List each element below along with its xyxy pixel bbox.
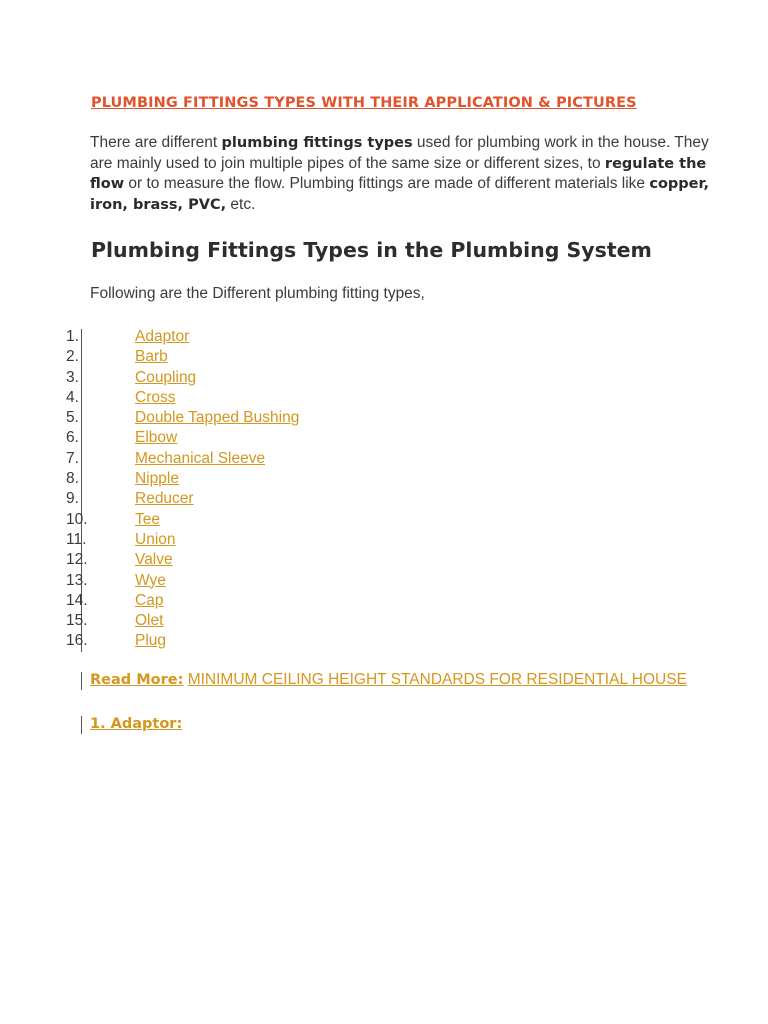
list-item	[0, 388, 400, 408]
list-intro: Following are the Different plumbing fitting types,	[90, 285, 425, 302]
read-more-block	[90, 671, 687, 689]
list-item-number: 12.	[66, 551, 88, 569]
list-item-number: 3.	[66, 368, 79, 386]
list-item	[0, 611, 400, 631]
section-heading: Plumbing Fittings Types in the Plumbing System	[91, 238, 652, 262]
fitting-link-plug[interactable]: Plug	[135, 632, 167, 650]
list-item-number: 2.	[66, 348, 79, 366]
intro-bold-materials: copper, iron, brass, PVC,	[90, 176, 710, 213]
intro-text-4: etc.	[226, 195, 256, 213]
list-item	[0, 368, 400, 388]
fitting-link-double-tapped-bushing[interactable]: Double Tapped Bushing	[135, 409, 300, 427]
fitting-link-barb[interactable]: Barb	[135, 348, 168, 366]
intro-text-3: or to measure the flow. Plumbing fittings are made of different materials like	[124, 175, 650, 192]
list-item	[0, 550, 400, 570]
fitting-link-union[interactable]: Union	[135, 530, 176, 548]
list-item-number: 7.	[66, 449, 79, 467]
read-more-bar	[81, 672, 82, 690]
intro-text-1: There are different	[90, 134, 222, 151]
list-item	[0, 591, 400, 611]
intro-paragraph	[90, 133, 730, 215]
list-item	[0, 469, 400, 489]
list-item-number: 4.	[66, 388, 79, 406]
list-item	[0, 327, 400, 347]
list-item-number: 16.	[66, 632, 88, 650]
fitting-link-wye[interactable]: Wye	[135, 571, 166, 589]
fitting-link-mechanical-sleeve[interactable]: Mechanical Sleeve	[135, 449, 266, 467]
fitting-link-cap[interactable]: Cap	[135, 591, 164, 609]
list-item-number: 5.	[66, 409, 79, 427]
list-item-number: 11.	[66, 530, 87, 548]
list-item-number: 13.	[66, 571, 88, 589]
list-item	[0, 530, 400, 550]
fitting-link-reducer[interactable]: Reducer	[135, 490, 194, 508]
fitting-link-coupling[interactable]: Coupling	[135, 368, 197, 386]
fitting-link-olet[interactable]: Olet	[135, 612, 164, 630]
list-item	[0, 510, 400, 530]
list-item	[0, 347, 400, 367]
intro-text-2: used for plumbing work in the house. They are mainly used to join multiple pipes of the same size or different sizes, to	[90, 134, 709, 172]
subheading-bar	[81, 716, 82, 734]
fitting-types-list	[0, 327, 400, 652]
fitting-link-nipple[interactable]: Nipple	[135, 470, 179, 488]
intro-bold-regulate-flow: regulate the flow	[90, 155, 707, 192]
list-item-number: 1.	[66, 328, 79, 345]
fitting-link-adaptor[interactable]: Adaptor	[135, 328, 190, 345]
fitting-link-tee[interactable]: Tee	[135, 510, 160, 528]
article-title[interactable]: PLUMBING FITTINGS TYPES WITH THEIR APPLICATION & PICTURES	[91, 95, 637, 111]
list-item	[0, 449, 400, 469]
list-item-number: 9.	[66, 490, 79, 508]
list-item-number: 15.	[66, 612, 88, 630]
intro-bold-fitting-types: plumbing fittings types	[221, 135, 413, 151]
read-more-link[interactable]: MINIMUM CEILING HEIGHT STANDARDS FOR RESIDENTIAL HOUSE	[187, 671, 687, 688]
list-item-number: 6.	[66, 429, 79, 447]
list-item	[0, 631, 400, 651]
list-item-number: 8.	[66, 470, 79, 488]
fitting-link-elbow[interactable]: Elbow	[135, 429, 178, 447]
list-item	[0, 428, 400, 448]
list-item-number: 10.	[66, 510, 88, 528]
fitting-link-valve[interactable]: Valve	[135, 551, 173, 569]
list-item-number: 14.	[66, 591, 88, 609]
adaptor-subheading[interactable]: 1. Adaptor:	[90, 716, 183, 732]
fitting-link-cross[interactable]: Cross	[135, 388, 176, 406]
list-item	[0, 571, 400, 591]
list-item	[0, 408, 400, 428]
read-more-label[interactable]: Read More:	[90, 672, 184, 688]
list-item	[0, 489, 400, 509]
